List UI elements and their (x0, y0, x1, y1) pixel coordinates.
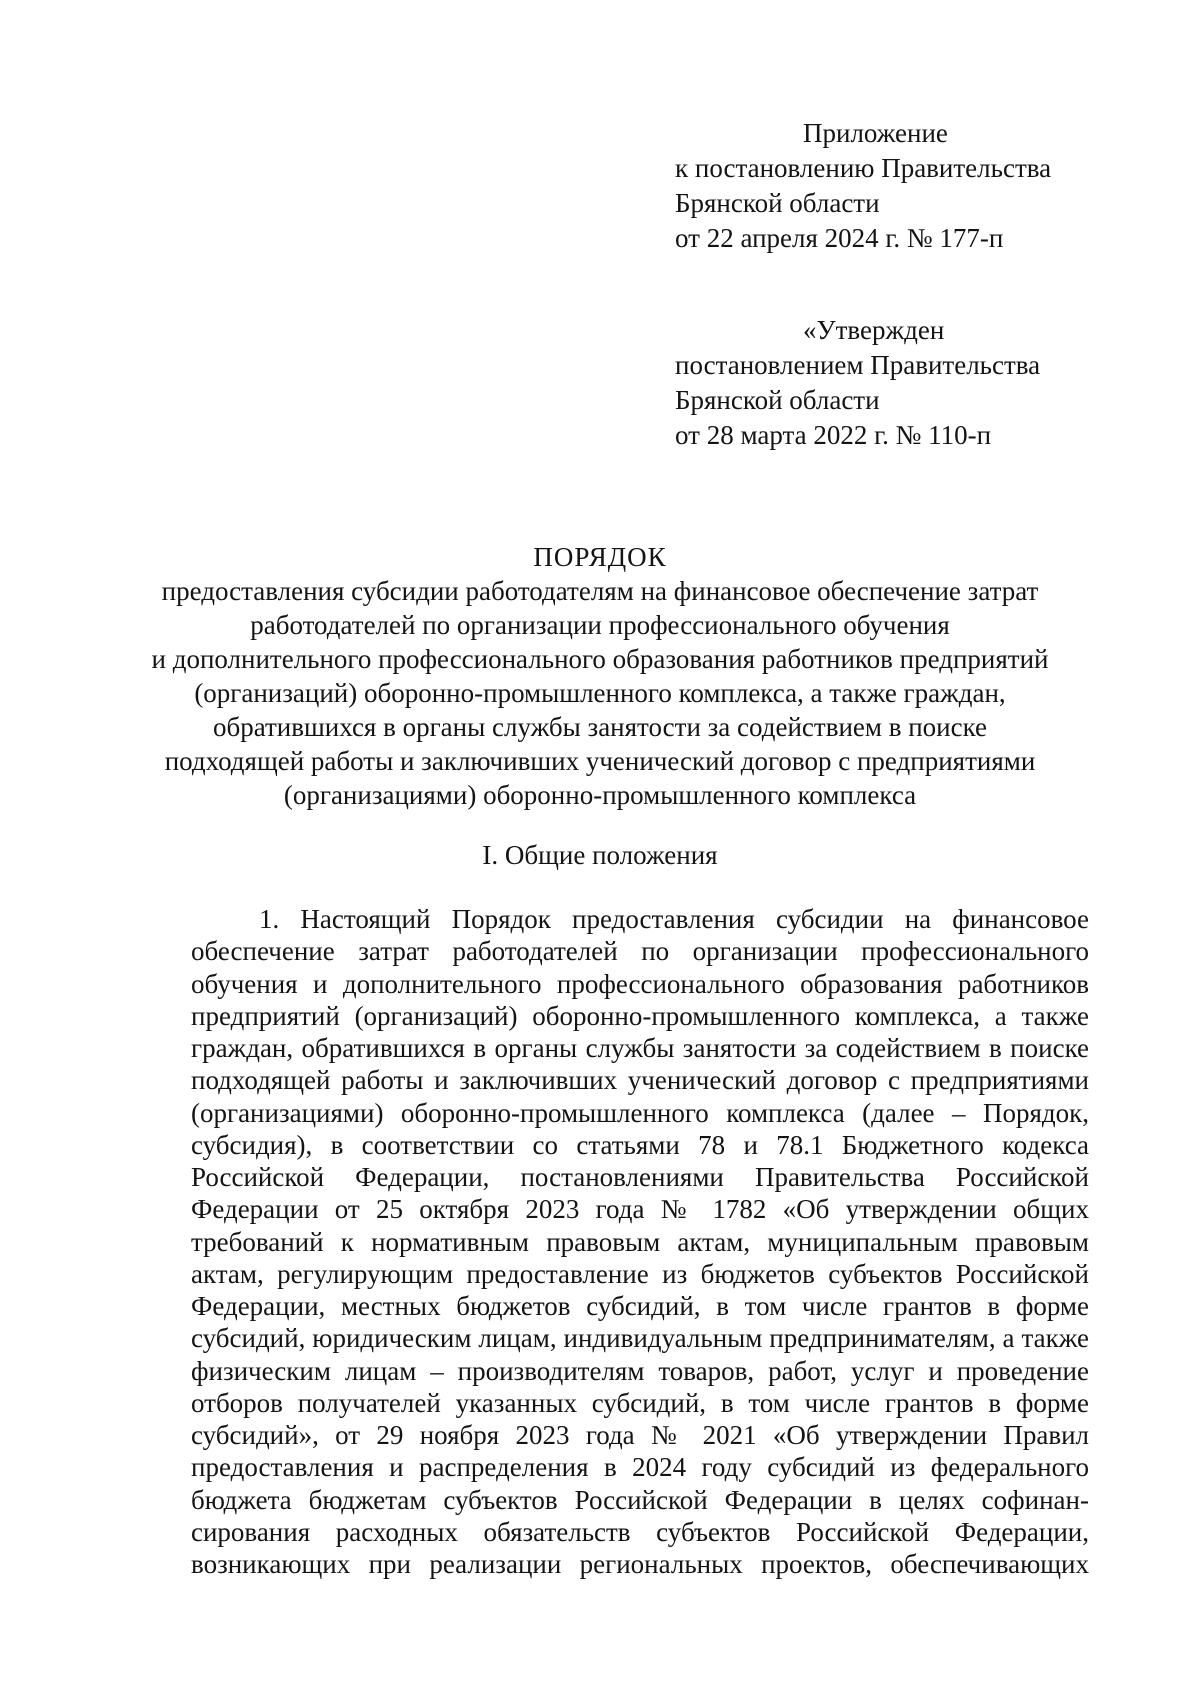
document-subtitle-line: обратившихся в органы службы занятости за содействием в поиске (212, 712, 988, 742)
appendix-line: от 22 апреля 2024 г. № 177-п (675, 223, 1004, 253)
section-heading: I. Общие положения (482, 840, 718, 870)
paragraph-line: граждан, обратившихся в органы службы занятости за содействием в поиске (191, 1033, 1089, 1063)
paragraph-line: требований к нормативным правовым актам, муниципальным правовым (191, 1226, 1089, 1257)
document-subtitle-line: (организациями) оборонно-промышленного комплекса (283, 780, 917, 810)
paragraph-line: субсидий», от 29 ноября 2023 года № 2021 «Об утверждении Правил (191, 1420, 1089, 1450)
document-subtitle-line: предоставления субсидии работодателям на финансовое обеспечение затрат (161, 576, 1039, 606)
appendix-line: Приложение (803, 118, 948, 148)
appendix-line: к постановлению Правительства (675, 153, 1052, 183)
paragraph-line: Федерации от 25 октября 2023 года № 1782 «Об утверждении общих (191, 1194, 1089, 1225)
paragraph-line: обучения и дополнительного профессионального образования работников (191, 968, 1089, 999)
paragraph-line: подходящей работы и заключивших ученический договор с предприятиями (191, 1065, 1089, 1096)
document-title-block (150, 540, 1050, 812)
paragraph-line: обеспечение затрат работодателей по организации профессионального (191, 936, 1089, 967)
paragraph-line: субсидий, юридическим лицам, индивидуальным предпринимателям, а также (191, 1323, 1089, 1354)
paragraph-line: отборов получателей указанных субсидий, в том числе грантов в форме (191, 1387, 1089, 1418)
approval-stamp-block (675, 313, 1095, 453)
approval-line: «Утвержден (803, 315, 945, 345)
approval-line: от 28 марта 2022 г. № 110-п (675, 420, 992, 450)
body-paragraph (191, 903, 1089, 1580)
paragraph-line: 1. Настоящий Порядок предоставления субсидии на финансовое (259, 904, 1089, 934)
paragraph-line: физическим лицам – производителям товаров, работ, услуг и проведение (191, 1355, 1089, 1386)
paragraph-line: (организациями) оборонно-промышленного комплекса (далее – Порядок, (191, 1097, 1089, 1128)
paragraph-line: сирования расходных обязательств субъектов Российской Федерации, (191, 1516, 1089, 1547)
approval-line: Брянской области (675, 385, 880, 415)
document-title: ПОРЯДОК (533, 542, 667, 572)
document-subtitle-line: (организаций) оборонно-промышленного комплекса, а также граждан, (194, 678, 1006, 708)
appendix-header (675, 116, 1095, 256)
approval-line: постановлением Правительства (675, 350, 1041, 380)
paragraph-line: предоставления и распределения в 2024 году субсидий из федерального (191, 1452, 1089, 1483)
paragraph-line: Федерации, местных бюджетов субсидий, в том числе грантов в форме (191, 1291, 1089, 1321)
document-subtitle-line: подходящей работы и заключивших ученический договор с предприятиями (164, 746, 1036, 776)
paragraph-line: субсидия), в соответствии со статьями 78 и 78.1 Бюджетного кодекса (191, 1129, 1089, 1160)
paragraph-line: бюджета бюджетам субъектов Российской Федерации в целях софинан- (191, 1484, 1089, 1515)
appendix-line: Брянской области (675, 188, 880, 218)
paragraph-line: Российской Федерации, постановлениями Правительства Российской (191, 1162, 1089, 1192)
document-subtitle-line: и дополнительного профессионального образования работников предприятий (151, 644, 1049, 674)
paragraph-line: предприятий (организаций) оборонно-промышленного комплекса, а также (191, 1000, 1089, 1031)
document-subtitle-line: работодателей по организации профессионального обучения (250, 610, 950, 640)
paragraph-line: возникающих при реализации региональных проектов, обеспечивающих (191, 1549, 1089, 1579)
paragraph-line: актам, регулирующим предоставление из бюджетов субъектов Российской (191, 1258, 1089, 1289)
